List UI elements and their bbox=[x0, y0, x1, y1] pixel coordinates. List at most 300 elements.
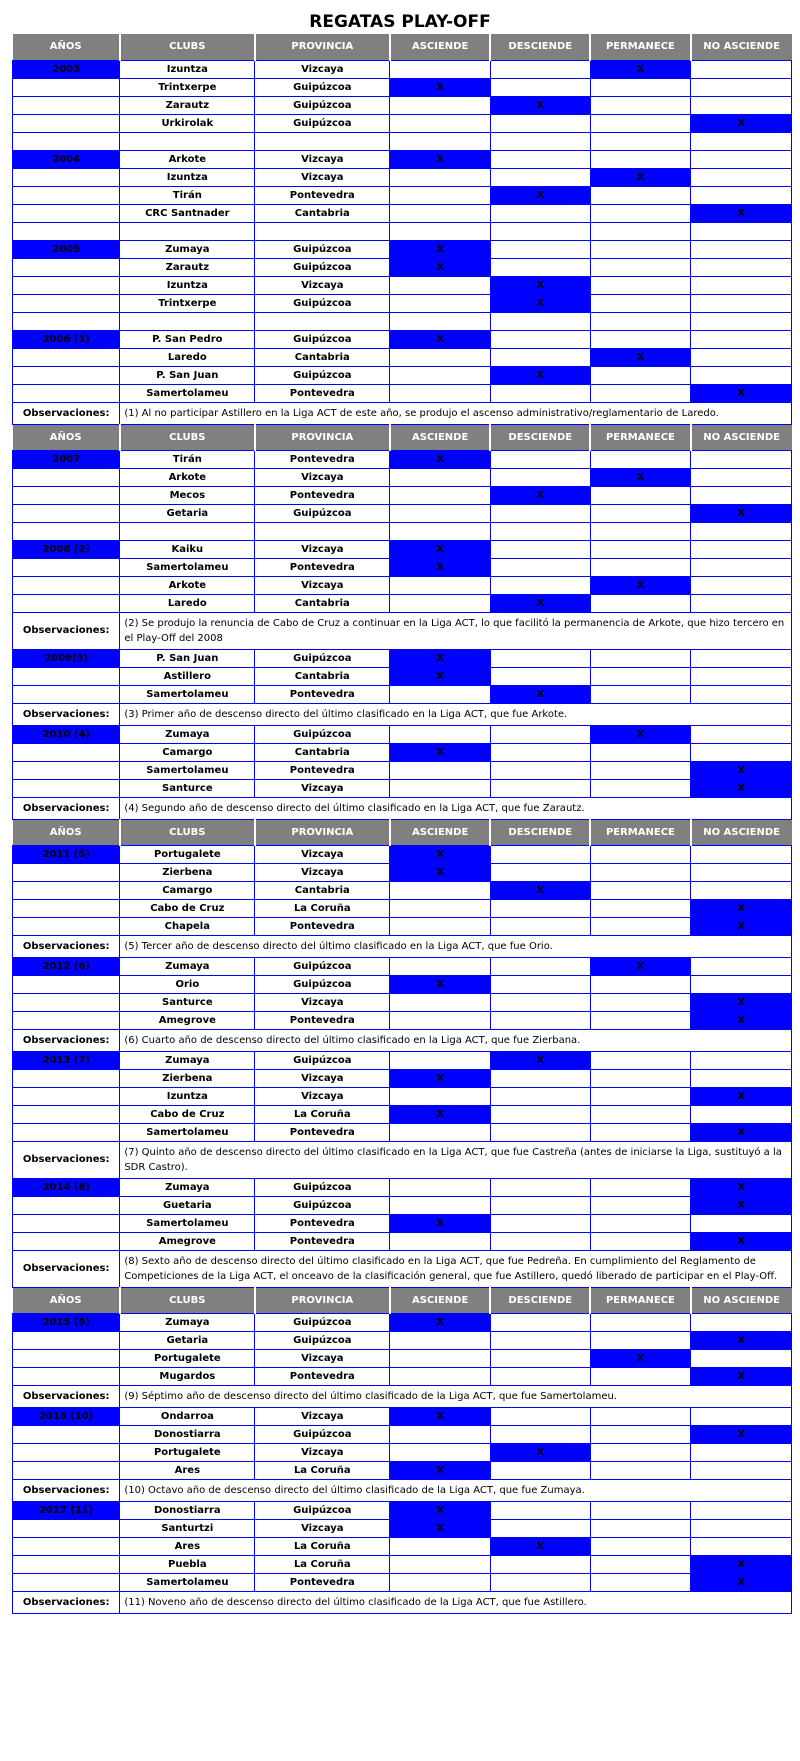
table-row bbox=[13, 504, 792, 522]
desciende-cell bbox=[490, 743, 590, 761]
empty-cell bbox=[490, 132, 590, 150]
no-asciende-mark: X bbox=[691, 1178, 792, 1196]
provincia-cell: Guipúzcoa bbox=[255, 1313, 390, 1331]
desciende-mark: X bbox=[490, 96, 590, 114]
permanece-cell bbox=[590, 258, 691, 276]
header-permanece: PERMANECE bbox=[590, 424, 691, 450]
asciende-cell bbox=[390, 468, 491, 486]
asciende-cell bbox=[390, 1349, 491, 1367]
provincia-cell: Vizcaya bbox=[255, 60, 390, 78]
no-asciende-mark: X bbox=[691, 761, 792, 779]
header-years: AÑOS bbox=[13, 819, 120, 845]
asciende-mark: X bbox=[390, 743, 491, 761]
empty-cell bbox=[120, 312, 255, 330]
desciende-cell bbox=[490, 863, 590, 881]
year-cell bbox=[13, 1461, 120, 1479]
asciende-mark: X bbox=[390, 863, 491, 881]
asciende-mark: X bbox=[390, 450, 491, 468]
permanece-cell bbox=[590, 384, 691, 402]
club-cell: Portugalete bbox=[120, 845, 255, 863]
no-asciende-cell bbox=[691, 450, 792, 468]
page-title: REGATAS PLAY-OFF bbox=[309, 12, 491, 32]
header-years: AÑOS bbox=[13, 34, 120, 60]
year-cell bbox=[13, 761, 120, 779]
year-cell bbox=[13, 1123, 120, 1141]
desciende-mark: X bbox=[490, 486, 590, 504]
provincia-cell: Vizcaya bbox=[255, 150, 390, 168]
header-club: CLUBS bbox=[120, 424, 255, 450]
header-permanece: PERMANECE bbox=[590, 34, 691, 60]
permanece-cell bbox=[590, 240, 691, 258]
no-asciende-mark: X bbox=[691, 384, 792, 402]
provincia-cell: Guipúzcoa bbox=[255, 975, 390, 993]
permanece-mark: X bbox=[590, 348, 691, 366]
desciende-cell bbox=[490, 957, 590, 975]
asciende-mark: X bbox=[390, 1105, 491, 1123]
asciende-mark: X bbox=[390, 845, 491, 863]
year-cell bbox=[13, 384, 120, 402]
permanece-cell bbox=[590, 276, 691, 294]
year-cell: 2015 (9) bbox=[13, 1313, 120, 1331]
no-asciende-cell bbox=[691, 240, 792, 258]
header-asciende: ASCIENDE bbox=[390, 1287, 491, 1313]
provincia-cell: Pontevedra bbox=[255, 384, 390, 402]
club-cell: Getaria bbox=[120, 504, 255, 522]
table-row bbox=[13, 594, 792, 612]
header-years: AÑOS bbox=[13, 1287, 120, 1313]
year-cell bbox=[13, 258, 120, 276]
club-cell: Zumaya bbox=[120, 1313, 255, 1331]
desciende-cell bbox=[490, 649, 590, 667]
permanece-mark: X bbox=[590, 576, 691, 594]
no-asciende-cell bbox=[691, 743, 792, 761]
asciende-mark: X bbox=[390, 330, 491, 348]
observation-text: (7) Quinto año de descenso directo del último clasificado en la Liga ACT, que fue Castreña (antes de iniciarse la Liga, sustituyó a la SDR Castro). bbox=[120, 1141, 792, 1178]
table-row bbox=[13, 667, 792, 685]
header-no-asciende: NO ASCIENDE bbox=[691, 34, 792, 60]
club-cell: Zierbena bbox=[120, 1069, 255, 1087]
club-cell: Samertolameu bbox=[120, 1214, 255, 1232]
desciende-cell bbox=[490, 258, 590, 276]
year-cell bbox=[13, 486, 120, 504]
permanece-cell bbox=[590, 685, 691, 703]
asciende-mark: X bbox=[390, 1461, 491, 1479]
club-cell: Amegrove bbox=[120, 1232, 255, 1250]
observation-row bbox=[13, 797, 792, 819]
spacer-row bbox=[13, 132, 792, 150]
no-asciende-cell bbox=[691, 1051, 792, 1069]
asciende-cell bbox=[390, 917, 491, 935]
year-cell bbox=[13, 576, 120, 594]
asciende-mark: X bbox=[390, 78, 491, 96]
club-cell: Samertolameu bbox=[120, 558, 255, 576]
permanece-mark: X bbox=[590, 957, 691, 975]
desciende-cell bbox=[490, 1196, 590, 1214]
empty-cell bbox=[13, 522, 120, 540]
table-row bbox=[13, 881, 792, 899]
table-row bbox=[13, 1313, 792, 1331]
desciende-cell bbox=[490, 1519, 590, 1537]
empty-cell bbox=[490, 222, 590, 240]
club-cell: Urkirolak bbox=[120, 114, 255, 132]
asciende-mark: X bbox=[390, 1214, 491, 1232]
provincia-cell: Vizcaya bbox=[255, 845, 390, 863]
club-cell: Samertolameu bbox=[120, 685, 255, 703]
permanece-cell bbox=[590, 1331, 691, 1349]
club-cell: Samertolameu bbox=[120, 1123, 255, 1141]
table-row bbox=[13, 384, 792, 402]
permanece-cell bbox=[590, 450, 691, 468]
year-cell bbox=[13, 276, 120, 294]
observation-row bbox=[13, 1250, 792, 1287]
no-asciende-mark: X bbox=[691, 1555, 792, 1573]
provincia-cell: Pontevedra bbox=[255, 917, 390, 935]
club-cell: Camargo bbox=[120, 881, 255, 899]
provincia-cell: Vizcaya bbox=[255, 576, 390, 594]
asciende-cell bbox=[390, 186, 491, 204]
no-asciende-cell bbox=[691, 1313, 792, 1331]
observation-text: (9) Séptimo año de descenso directo del último clasificado de la Liga ACT, que fue Samertolameu. bbox=[120, 1385, 792, 1407]
permanece-cell bbox=[590, 114, 691, 132]
club-cell: Getaria bbox=[120, 1331, 255, 1349]
year-cell: 2017 (11) bbox=[13, 1501, 120, 1519]
asciende-cell bbox=[390, 1555, 491, 1573]
table-row bbox=[13, 1537, 792, 1555]
provincia-cell: Cantabria bbox=[255, 594, 390, 612]
no-asciende-cell bbox=[691, 150, 792, 168]
year-cell bbox=[13, 186, 120, 204]
permanece-cell bbox=[590, 78, 691, 96]
year-cell bbox=[13, 468, 120, 486]
asciende-cell bbox=[390, 1425, 491, 1443]
desciende-cell bbox=[490, 1087, 590, 1105]
table-row bbox=[13, 558, 792, 576]
table-row bbox=[13, 957, 792, 975]
table-row bbox=[13, 649, 792, 667]
club-cell: Laredo bbox=[120, 594, 255, 612]
provincia-cell: Guipúzcoa bbox=[255, 114, 390, 132]
no-asciende-mark: X bbox=[691, 899, 792, 917]
permanece-cell bbox=[590, 993, 691, 1011]
asciende-cell bbox=[390, 779, 491, 797]
table-row bbox=[13, 1501, 792, 1519]
observation-label: Observaciones: bbox=[13, 1029, 120, 1051]
permanece-cell bbox=[590, 294, 691, 312]
desciende-mark: X bbox=[490, 881, 590, 899]
header-desciende: DESCIENDE bbox=[490, 34, 590, 60]
asciende-mark: X bbox=[390, 649, 491, 667]
table-row bbox=[13, 917, 792, 935]
permanece-cell bbox=[590, 504, 691, 522]
provincia-cell: Guipúzcoa bbox=[255, 330, 390, 348]
asciende-mark: X bbox=[390, 975, 491, 993]
provincia-cell: Guipúzcoa bbox=[255, 649, 390, 667]
provincia-cell: La Coruña bbox=[255, 1555, 390, 1573]
provincia-cell: Pontevedra bbox=[255, 1232, 390, 1250]
no-asciende-cell bbox=[691, 649, 792, 667]
provincia-cell: Vizcaya bbox=[255, 863, 390, 881]
year-cell bbox=[13, 114, 120, 132]
no-asciende-mark: X bbox=[691, 1196, 792, 1214]
desciende-cell bbox=[490, 150, 590, 168]
no-asciende-mark: X bbox=[691, 1087, 792, 1105]
desciende-cell bbox=[490, 558, 590, 576]
desciende-cell bbox=[490, 504, 590, 522]
permanece-cell bbox=[590, 1407, 691, 1425]
year-cell bbox=[13, 863, 120, 881]
header-desciende: DESCIENDE bbox=[490, 819, 590, 845]
permanece-cell bbox=[590, 150, 691, 168]
table-row bbox=[13, 1232, 792, 1250]
provincia-cell: Vizcaya bbox=[255, 779, 390, 797]
desciende-cell bbox=[490, 1407, 590, 1425]
observation-text: (2) Se produjo la renuncia de Cabo de Cruz a continuar en la Liga ACT, lo que facilitó la permanencia de Arkote, que hizo tercero en el Play-Off del 2008 bbox=[120, 612, 792, 649]
table-row bbox=[13, 863, 792, 881]
no-asciende-cell bbox=[691, 1519, 792, 1537]
observation-row bbox=[13, 1385, 792, 1407]
desciende-cell bbox=[490, 917, 590, 935]
no-asciende-mark: X bbox=[691, 1573, 792, 1591]
header-years: AÑOS bbox=[13, 424, 120, 450]
desciende-cell bbox=[490, 576, 590, 594]
club-cell: P. San Pedro bbox=[120, 330, 255, 348]
empty-cell bbox=[490, 522, 590, 540]
provincia-cell: Guipúzcoa bbox=[255, 258, 390, 276]
table-row bbox=[13, 1461, 792, 1479]
table-row bbox=[13, 899, 792, 917]
permanece-mark: X bbox=[590, 468, 691, 486]
desciende-mark: X bbox=[490, 594, 590, 612]
table-row bbox=[13, 1573, 792, 1591]
table-row bbox=[13, 576, 792, 594]
asciende-mark: X bbox=[390, 1519, 491, 1537]
club-cell: Cabo de Cruz bbox=[120, 899, 255, 917]
header-club: CLUBS bbox=[120, 34, 255, 60]
club-cell: Santurce bbox=[120, 779, 255, 797]
year-cell bbox=[13, 743, 120, 761]
table-row bbox=[13, 468, 792, 486]
table-row bbox=[13, 1087, 792, 1105]
no-asciende-mark: X bbox=[691, 993, 792, 1011]
asciende-mark: X bbox=[390, 1069, 491, 1087]
club-cell: CRC Santnader bbox=[120, 204, 255, 222]
permanece-cell bbox=[590, 1051, 691, 1069]
playoff-table bbox=[12, 34, 792, 1614]
header-no-asciende: NO ASCIENDE bbox=[691, 1287, 792, 1313]
club-cell: Arkote bbox=[120, 468, 255, 486]
permanece-cell bbox=[590, 1555, 691, 1573]
permanece-cell bbox=[590, 330, 691, 348]
permanece-cell bbox=[590, 1313, 691, 1331]
no-asciende-cell bbox=[691, 96, 792, 114]
club-cell: Amegrove bbox=[120, 1011, 255, 1029]
club-cell: Donostiarra bbox=[120, 1501, 255, 1519]
desciende-cell bbox=[490, 1573, 590, 1591]
desciende-mark: X bbox=[490, 294, 590, 312]
asciende-cell bbox=[390, 993, 491, 1011]
desciende-cell bbox=[490, 1425, 590, 1443]
desciende-mark: X bbox=[490, 685, 590, 703]
asciende-cell bbox=[390, 486, 491, 504]
permanece-cell bbox=[590, 186, 691, 204]
provincia-cell: Guipúzcoa bbox=[255, 957, 390, 975]
year-cell: 2010 (4) bbox=[13, 725, 120, 743]
permanece-cell bbox=[590, 540, 691, 558]
no-asciende-cell bbox=[691, 486, 792, 504]
observation-text: (4) Segundo año de descenso directo del último clasificado en la Liga ACT, que fue Zarautz. bbox=[120, 797, 792, 819]
table-row bbox=[13, 1123, 792, 1141]
permanece-cell bbox=[590, 1123, 691, 1141]
no-asciende-cell bbox=[691, 540, 792, 558]
table-row bbox=[13, 276, 792, 294]
no-asciende-mark: X bbox=[691, 1011, 792, 1029]
provincia-cell: Cantabria bbox=[255, 667, 390, 685]
asciende-cell bbox=[390, 594, 491, 612]
provincia-cell: La Coruña bbox=[255, 1105, 390, 1123]
asciende-cell bbox=[390, 1051, 491, 1069]
club-cell: Portugalete bbox=[120, 1349, 255, 1367]
no-asciende-cell bbox=[691, 258, 792, 276]
club-cell: Astillero bbox=[120, 667, 255, 685]
header-permanece: PERMANECE bbox=[590, 1287, 691, 1313]
year-cell bbox=[13, 1555, 120, 1573]
no-asciende-cell bbox=[691, 1214, 792, 1232]
header-desciende: DESCIENDE bbox=[490, 424, 590, 450]
desciende-cell bbox=[490, 204, 590, 222]
year-cell: 2013 (7) bbox=[13, 1051, 120, 1069]
table-row bbox=[13, 1519, 792, 1537]
observation-row bbox=[13, 1141, 792, 1178]
permanece-cell bbox=[590, 845, 691, 863]
provincia-cell: Vizcaya bbox=[255, 168, 390, 186]
provincia-cell: Pontevedra bbox=[255, 486, 390, 504]
desciende-cell bbox=[490, 725, 590, 743]
club-cell: Zumaya bbox=[120, 1178, 255, 1196]
year-cell: 2014 (8) bbox=[13, 1178, 120, 1196]
provincia-cell: Vizcaya bbox=[255, 1349, 390, 1367]
header-club: CLUBS bbox=[120, 1287, 255, 1313]
asciende-mark: X bbox=[390, 1407, 491, 1425]
permanece-cell bbox=[590, 761, 691, 779]
asciende-mark: X bbox=[390, 258, 491, 276]
club-cell: Donostiarra bbox=[120, 1425, 255, 1443]
empty-cell bbox=[120, 132, 255, 150]
permanece-mark: X bbox=[590, 60, 691, 78]
permanece-cell bbox=[590, 1367, 691, 1385]
no-asciende-cell bbox=[691, 576, 792, 594]
asciende-cell bbox=[390, 60, 491, 78]
asciende-cell bbox=[390, 168, 491, 186]
asciende-cell bbox=[390, 276, 491, 294]
provincia-cell: Guipúzcoa bbox=[255, 725, 390, 743]
club-cell: Camargo bbox=[120, 743, 255, 761]
table-row bbox=[13, 1051, 792, 1069]
provincia-cell: Pontevedra bbox=[255, 1011, 390, 1029]
no-asciende-mark: X bbox=[691, 114, 792, 132]
permanece-cell bbox=[590, 1196, 691, 1214]
year-cell bbox=[13, 204, 120, 222]
provincia-cell: Pontevedra bbox=[255, 761, 390, 779]
observation-row bbox=[13, 1591, 792, 1613]
year-cell bbox=[13, 78, 120, 96]
asciende-cell bbox=[390, 96, 491, 114]
permanece-cell bbox=[590, 1537, 691, 1555]
no-asciende-mark: X bbox=[691, 1123, 792, 1141]
club-cell: Ares bbox=[120, 1461, 255, 1479]
provincia-cell: La Coruña bbox=[255, 1537, 390, 1555]
permanece-mark: X bbox=[590, 1349, 691, 1367]
observation-text: (1) Al no participar Astillero en la Liga ACT de este año, se produjo el ascenso administrativo/reglamentario de Laredo. bbox=[120, 402, 792, 424]
observation-label: Observaciones: bbox=[13, 797, 120, 819]
provincia-cell: Guipúzcoa bbox=[255, 1501, 390, 1519]
asciende-cell bbox=[390, 1123, 491, 1141]
provincia-cell: Vizcaya bbox=[255, 1519, 390, 1537]
provincia-cell: Guipúzcoa bbox=[255, 294, 390, 312]
observation-row bbox=[13, 612, 792, 649]
no-asciende-cell bbox=[691, 330, 792, 348]
table-row bbox=[13, 1367, 792, 1385]
permanece-cell bbox=[590, 1087, 691, 1105]
club-cell: Puebla bbox=[120, 1555, 255, 1573]
permanece-cell bbox=[590, 594, 691, 612]
desciende-cell bbox=[490, 899, 590, 917]
permanece-cell bbox=[590, 1425, 691, 1443]
empty-cell bbox=[691, 222, 792, 240]
year-cell bbox=[13, 1069, 120, 1087]
table-row bbox=[13, 1443, 792, 1461]
desciende-mark: X bbox=[490, 366, 590, 384]
header-provincia: PROVINCIA bbox=[255, 34, 390, 60]
club-cell: Santurce bbox=[120, 993, 255, 1011]
provincia-cell: Pontevedra bbox=[255, 1573, 390, 1591]
table-header-row bbox=[13, 424, 792, 450]
desciende-mark: X bbox=[490, 276, 590, 294]
empty-cell bbox=[590, 222, 691, 240]
asciende-mark: X bbox=[390, 240, 491, 258]
asciende-cell bbox=[390, 348, 491, 366]
year-cell bbox=[13, 685, 120, 703]
header-club: CLUBS bbox=[120, 819, 255, 845]
provincia-cell: Guipúzcoa bbox=[255, 504, 390, 522]
desciende-cell bbox=[490, 330, 590, 348]
year-cell bbox=[13, 1443, 120, 1461]
observation-label: Observaciones: bbox=[13, 935, 120, 957]
table-row bbox=[13, 294, 792, 312]
permanece-cell bbox=[590, 975, 691, 993]
asciende-cell bbox=[390, 1178, 491, 1196]
table-row bbox=[13, 845, 792, 863]
desciende-cell bbox=[490, 761, 590, 779]
asciende-mark: X bbox=[390, 150, 491, 168]
asciende-cell bbox=[390, 1087, 491, 1105]
provincia-cell: La Coruña bbox=[255, 1461, 390, 1479]
desciende-cell bbox=[490, 1105, 590, 1123]
provincia-cell: Pontevedra bbox=[255, 1123, 390, 1141]
table-row bbox=[13, 761, 792, 779]
club-cell: Orio bbox=[120, 975, 255, 993]
year-cell bbox=[13, 1214, 120, 1232]
no-asciende-cell bbox=[691, 685, 792, 703]
table-row bbox=[13, 1196, 792, 1214]
header-asciende: ASCIENDE bbox=[390, 819, 491, 845]
club-cell: Zumaya bbox=[120, 1051, 255, 1069]
asciende-cell bbox=[390, 881, 491, 899]
asciende-cell bbox=[390, 761, 491, 779]
permanece-cell bbox=[590, 1501, 691, 1519]
club-cell: Zumaya bbox=[120, 725, 255, 743]
empty-cell bbox=[255, 312, 390, 330]
header-desciende: DESCIENDE bbox=[490, 1287, 590, 1313]
